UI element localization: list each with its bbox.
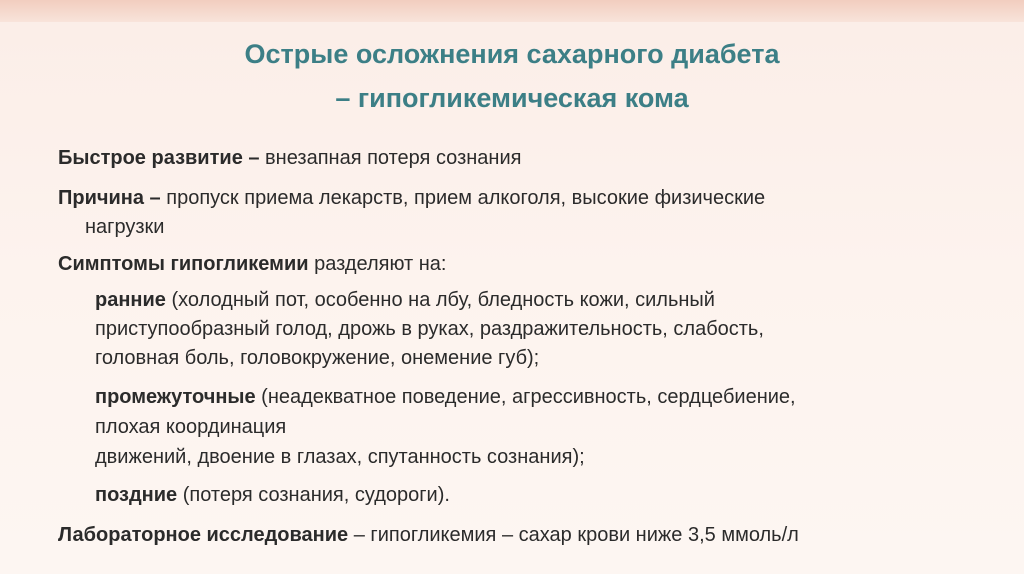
early-symptoms-line: [95, 288, 715, 312]
symptoms-text: разделяют на:: [308, 253, 447, 275]
intermediate-symptoms-text: (неадекватное поведение, агрессивность, сердцебиение,: [255, 386, 796, 408]
rapid-development-text: внезапная потеря сознания: [259, 147, 522, 169]
early-symptoms-label: ранние: [95, 289, 166, 311]
intermediate-symptoms-line: [95, 385, 796, 409]
lab-test-label: Лабораторное исследование: [58, 524, 349, 546]
top-band: [0, 0, 1024, 22]
intermediate-symptoms-line-2: плохая координация: [95, 416, 287, 438]
lab-test-line: [58, 523, 799, 547]
symptoms-label: Симптомы гипогликемии: [58, 253, 309, 275]
symptoms-line: [58, 252, 447, 276]
cause-line-cont: нагрузки: [85, 216, 165, 238]
cause-label: Причина –: [58, 187, 161, 209]
slide-title-line-2: – гипогликемическая кома: [335, 83, 689, 113]
rapid-development-line: [58, 146, 521, 170]
rapid-development-label: Быстрое развитие –: [58, 147, 260, 169]
lab-test-text: – гипогликемия – сахар крови ниже 3,5 ммоль/л: [348, 524, 799, 546]
intermediate-symptoms-label: промежуточные: [95, 386, 256, 408]
late-symptoms-label: поздние: [95, 484, 178, 506]
intermediate-symptoms-line-3: движений, двоение в глазах, спутанность сознания);: [95, 446, 585, 468]
cause-text: пропуск приема лекарств, прием алкоголя, высокие физические: [160, 187, 766, 209]
slide-title-line-1: Острые осложнения сахарного диабета: [244, 39, 780, 69]
late-symptoms-line: [95, 483, 450, 507]
late-symptoms-text: (потеря сознания, судороги).: [177, 484, 450, 506]
early-symptoms-line-3: головная боль, головокружение, онемение губ);: [95, 347, 540, 369]
cause-line: [58, 186, 765, 210]
early-symptoms-text: (холодный пот, особенно на лбу, бледность кожи, сильный: [165, 289, 715, 311]
early-symptoms-line-2: приступообразный голод, дрожь в руках, раздражительность, слабость,: [95, 318, 764, 340]
